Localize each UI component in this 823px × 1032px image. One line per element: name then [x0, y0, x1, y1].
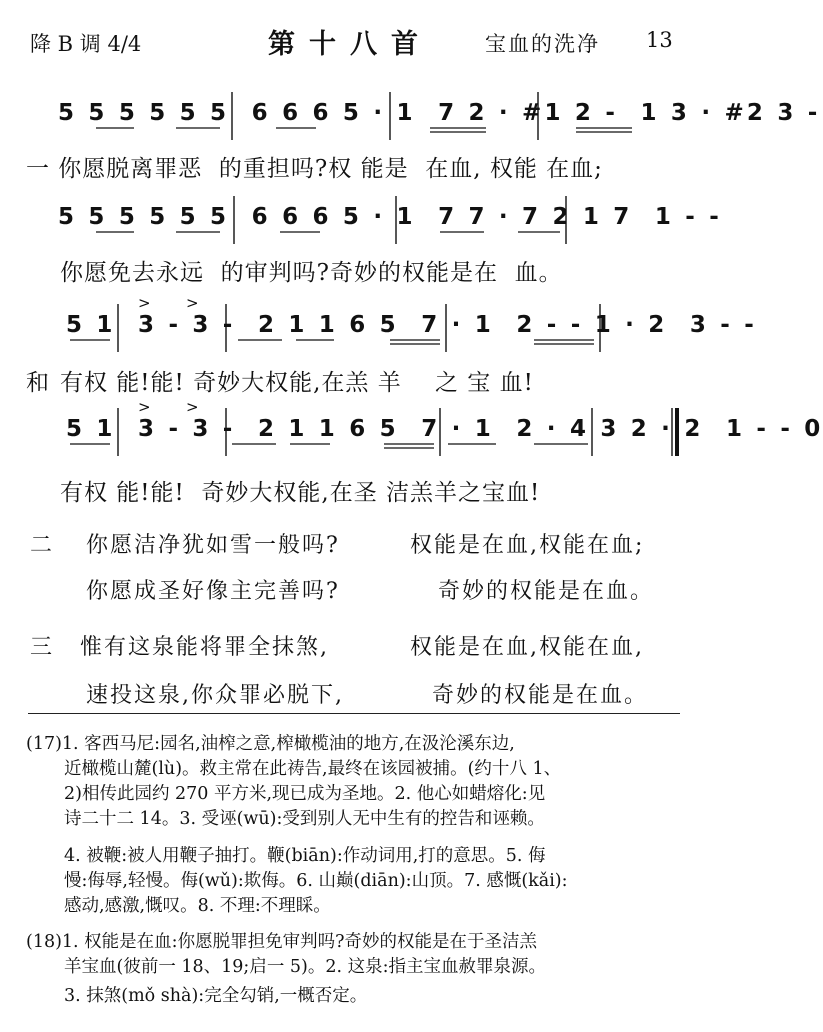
footnote-divider: [28, 713, 680, 714]
song-title: 宝血的洗净: [485, 32, 600, 56]
svg-text:>: >: [186, 294, 199, 312]
footnote-17-line-2: 近橄榄山麓(lù)。救主常在此祷告,最终在该园被捕。(约十八 1、: [64, 759, 562, 779]
verse-2-line-1-b: 权能是在血,权能在血;: [410, 533, 645, 558]
footnote-17-line-5: 4. 被鞭:被人用鞭子抽打。鞭(biān):作动词用,打的意思。5. 侮: [64, 846, 546, 866]
score-notes-line-4: 5 1 3 - 3 - 2 1 1 6 5 7 · 1 2 · 4 3 2 · 2 1 - - 0: [66, 416, 823, 442]
page-number: 13: [646, 28, 673, 52]
score-lyric-line-4: 有权 能!能! 奇妙大权能,在圣 洁羔羊之宝血!: [60, 480, 541, 506]
svg-text:>: >: [138, 294, 151, 312]
hymn-title: 第十八首: [268, 29, 432, 60]
verse-2-line-2-b: 奇妙的权能是在血。: [438, 579, 655, 604]
footnote-17-line-3: 2)相传此园约 270 平方米,现已成为圣地。2. 他心如蜡熔化:见: [64, 784, 546, 804]
verse-2-line-2-a: 你愿成圣好像主完善吗?: [86, 579, 340, 604]
score-lyric-line-3: 有权 能!能! 奇妙大权能,在羔 羊 之 宝 血!: [60, 370, 534, 396]
footnote-18-line-3: 3. 抹煞(mǒ shà):完全勾销,一概否定。: [64, 986, 368, 1006]
footnote-18-line-1: (18)1. 权能是在血:你愿脱罪担免审判吗?奇妙的权能是在于圣洁羔: [26, 932, 537, 952]
footnote-17-line-1: (17)1. 客西马尼:园名,油榨之意,榨橄榄油的地方,在汲沦溪东边,: [26, 734, 515, 754]
score-lyric-line-1: 一 你愿脱离罪恶 的重担吗?权 能是 在血, 权能 在血;: [26, 156, 603, 182]
score-lyric-line-2: 你愿免去永远 的审判吗?奇妙的权能是在 血。: [60, 260, 563, 286]
score-notes-line-3: 5 1 3 - 3 - 2 1 1 6 5 7 · 1 2 - - 1 · 2 3 - -: [66, 312, 757, 338]
svg-text:>: >: [186, 398, 199, 416]
verse-3-line-1-a: 惟有这泉能将罪全抹煞,: [80, 635, 329, 660]
chorus-prefix: 和: [26, 370, 50, 396]
verse-3-line-2-a: 速投这泉,你众罪必脱下,: [86, 683, 344, 708]
verse-2-line-1-a: 你愿洁净犹如雪一般吗?: [86, 533, 340, 558]
footnote-17-line-4: 诗二十二 14。3. 受诬(wū):受到别人无中生有的控告和诬赖。: [64, 809, 545, 829]
verse-number-2: 二: [30, 533, 53, 558]
footnote-17-line-6: 慢:侮辱,轻慢。侮(wǔ):欺侮。6. 山巅(diān):山顶。7. 感慨(kǎi):: [64, 871, 568, 891]
score-notes-line-2: 5 5 5 5 5 5 6 6 6 5 · 1 7 7 · 7 2 1 7 1 - -: [58, 204, 723, 230]
footnote-18-line-2: 羊宝血(彼前一 18、19;启一 5)。2. 这泉:指主宝血赦罪泉源。: [64, 957, 547, 977]
verse-3-line-1-b: 权能是在血,权能在血,: [410, 635, 644, 660]
svg-text:>: >: [138, 398, 151, 416]
verse-3-line-2-b: 奇妙的权能是在血。: [432, 683, 649, 708]
footnote-17-line-7: 感动,感激,慨叹。8. 不理:不理睬。: [64, 896, 331, 916]
key-signature: 降 B 调 4/4: [30, 32, 142, 56]
score-notes-line-1: 5 5 5 5 5 5 6 6 6 5 · 1 7 2 · #1 2 - 1 3 · #2 3 -: [58, 100, 821, 126]
verse-number-3: 三: [30, 635, 53, 660]
